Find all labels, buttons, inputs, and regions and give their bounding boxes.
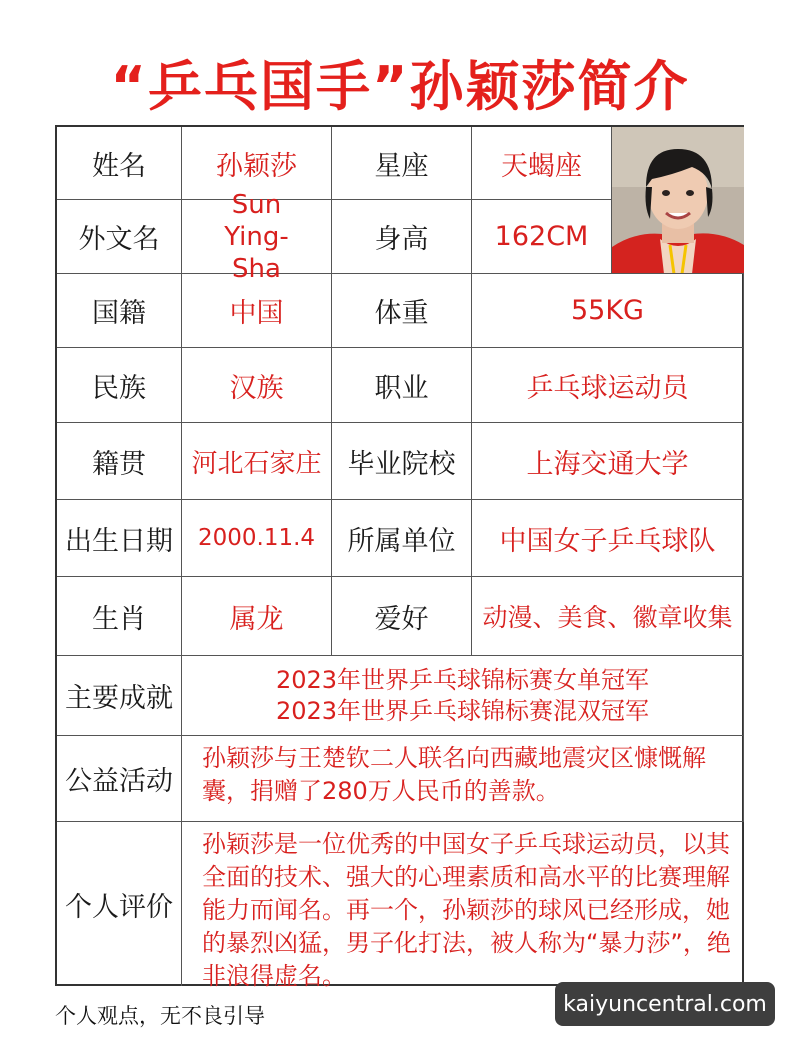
value-foreign-name: Sun Ying-Sha xyxy=(182,200,332,274)
footer-disclaimer: 个人观点，无不良引导 xyxy=(55,1004,265,1028)
value-birth-date: 2000.11.4 xyxy=(182,500,332,577)
value-name: 孙颖莎 xyxy=(182,127,332,200)
portrait-photo xyxy=(612,127,744,274)
value-ethnicity: 汉族 xyxy=(182,348,332,423)
label-ethnicity: 民族 xyxy=(57,348,182,423)
label-hometown: 籍贯 xyxy=(57,423,182,500)
value-occupation: 乒乓球运动员 xyxy=(472,348,744,423)
label-foreign-name: 外文名 xyxy=(57,200,182,274)
value-affiliation: 中国女子乒乓球队 xyxy=(472,500,744,577)
value-chinese-zodiac: 属龙 xyxy=(182,577,332,656)
value-school: 上海交通大学 xyxy=(472,423,744,500)
label-achievements: 主要成就 xyxy=(57,656,182,736)
value-weight: 55KG xyxy=(472,274,744,348)
label-name: 姓名 xyxy=(57,127,182,200)
profile-table xyxy=(55,125,744,990)
label-charity: 公益活动 xyxy=(57,736,182,822)
label-chinese-zodiac: 生肖 xyxy=(57,577,182,656)
achievement-line: 2023年世界乒乓球锦标赛混双冠军 xyxy=(275,696,650,725)
value-evaluation: 孙颖莎是一位优秀的中国女子乒乓球运动员，以其全面的技术、强大的心理素质和高水平的比赛理解能力而闻名。再一个，孙颖莎的球风已经形成，她的暴烈凶猛，男子化打法，被人称为“暴力莎”，绝非浪得虚名。 xyxy=(202,830,731,990)
achievement-line: 2023年世界乒乓球锦标赛女单冠军 xyxy=(275,665,650,694)
value-hometown: 河北石家庄 xyxy=(182,423,332,500)
label-nationality: 国籍 xyxy=(57,274,182,348)
value-charity: 孙颖莎与王楚钦二人联名向西藏地震灾区慷慨解囊，捐赠了280万人民币的善款。 xyxy=(182,736,744,822)
label-weight: 体重 xyxy=(332,274,472,348)
portrait-illustration xyxy=(612,127,744,274)
watermark: kaiyuncentral.com xyxy=(555,982,775,1026)
value-hobbies: 动漫、美食、徽章收集 xyxy=(472,577,744,656)
value-nationality: 中国 xyxy=(182,274,332,348)
value-zodiac: 天蝎座 xyxy=(472,127,612,200)
label-zodiac: 星座 xyxy=(332,127,472,200)
page-title: “乒乓国手”孙颖莎简介 xyxy=(110,55,690,118)
label-school: 毕业院校 xyxy=(332,423,472,500)
label-evaluation: 个人评价 xyxy=(57,822,182,986)
label-birth-date: 出生日期 xyxy=(57,500,182,577)
label-affiliation: 所属单位 xyxy=(332,500,472,577)
label-occupation: 职业 xyxy=(332,348,472,423)
value-height: 162CM xyxy=(472,200,612,274)
value-achievements xyxy=(182,656,744,736)
label-hobbies: 爱好 xyxy=(332,577,472,656)
label-height: 身高 xyxy=(332,200,472,274)
